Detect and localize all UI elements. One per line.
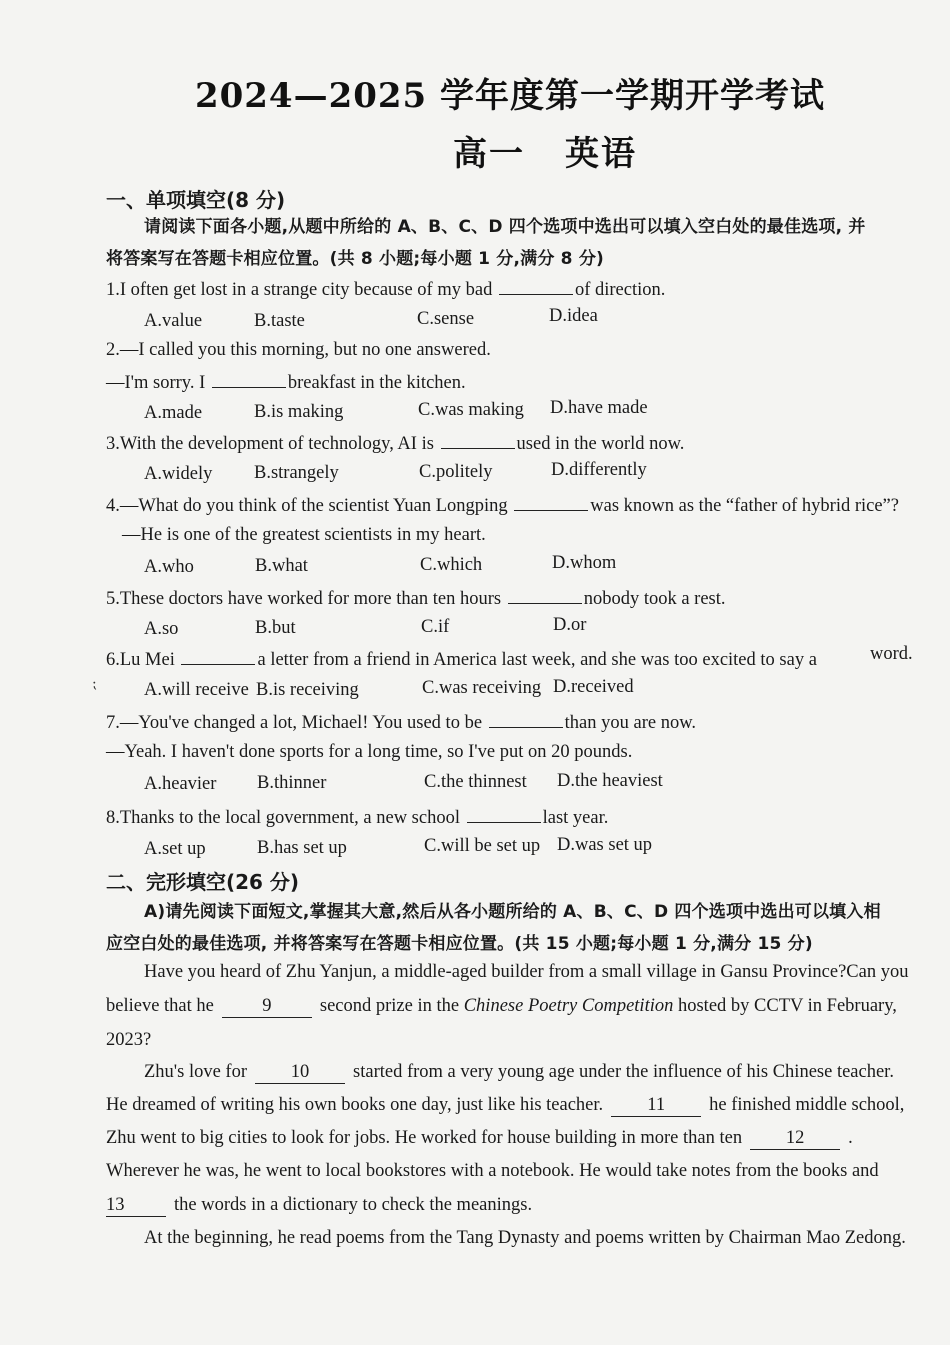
passage-line-4: Zhu's love for 10 started from a very young age under the influence of his Chinese teacher. (144, 1062, 894, 1082)
question-3: 3.With the development of technology, AI is used in the world now. (106, 434, 685, 454)
q3-option-d[interactable]: D.differently (551, 460, 647, 480)
q4-option-a[interactable]: A.who (144, 557, 194, 577)
question-1: 1.I often get lost in a strange city because of my bad of direction. (106, 280, 666, 300)
question-7: 7.—You've changed a lot, Michael! You used to be than you are now. (106, 713, 697, 733)
q6-option-a[interactable]: A.will receive (144, 680, 249, 700)
exam-title: 2024—2025 学年度第一学期开学考试 (194, 76, 826, 116)
q2-option-a[interactable]: A.made (144, 403, 203, 423)
q8-option-c[interactable]: C.will be set up (424, 836, 541, 856)
q4-option-b[interactable]: B.what (255, 556, 308, 576)
section2-instructions-1: A)请先阅读下面短文,掌握其大意,然后从各小题所给的 A、B、C、D 四个选项中选出可以填入相 (144, 902, 881, 922)
answer-blank[interactable] (212, 371, 286, 388)
cloze-blank-11[interactable]: 11 (611, 1095, 701, 1117)
grade-label: 高一 (453, 134, 525, 174)
passage-line-7: Wherever he was, he went to local bookstores with a notebook. He would take notes from the books and (106, 1161, 879, 1181)
question-2: —I'm sorry. I breakfast in the kitchen. (106, 373, 466, 393)
subject-label: 英语 (565, 134, 637, 174)
q2-option-c[interactable]: C.was making (418, 400, 524, 420)
passage-line-6: Zhu went to big cities to look for jobs. He worked for house building in more than ten 12 . (106, 1128, 853, 1148)
q1-option-b[interactable]: B.taste (254, 311, 305, 331)
answer-blank[interactable] (441, 432, 515, 449)
q7-option-c[interactable]: C.the thinnest (424, 772, 527, 792)
question-2-line1: 2.—I called you this morning, but no one answered. (106, 340, 491, 360)
question-4: 4.—What do you think of the scientist Yuan Longping was known as the “father of hybrid rice”? (106, 496, 899, 516)
answer-blank[interactable] (467, 806, 541, 823)
cloze-blank-12[interactable]: 12 (750, 1128, 840, 1150)
question-7-line2: —Yeah. I haven't done sports for a long time, so I've put on 20 pounds. (106, 742, 633, 762)
q3-option-c[interactable]: C.politely (419, 462, 493, 482)
answer-blank[interactable] (514, 494, 588, 511)
q5-option-d[interactable]: D.or (553, 615, 587, 635)
q8-option-a[interactable]: A.set up (144, 839, 206, 859)
competition-name: Chinese Poetry Competition (463, 996, 674, 1016)
answer-blank[interactable] (489, 711, 563, 728)
passage-line-3: 2023? (106, 1030, 152, 1050)
q6-option-c[interactable]: C.was receiving (422, 678, 542, 698)
q1-option-a[interactable]: A.value (144, 311, 203, 331)
margin-mark: ⁏ (92, 677, 97, 692)
passage-line-1: Have you heard of Zhu Yanjun, a middle-aged builder from a small village in Gansu Province?Can you (144, 962, 909, 982)
q5-option-a[interactable]: A.so (144, 619, 179, 639)
q6-option-d[interactable]: D.received (553, 677, 634, 697)
section1-instructions-2: 将答案写在答题卡相应位置。(共 8 小题;每小题 1 分,满分 8 分) (106, 249, 604, 269)
passage-line-5: He dreamed of writing his own books one day, just like his teacher. 11 he finished middle school, (106, 1095, 905, 1115)
q1-option-d[interactable]: D.idea (549, 306, 598, 326)
section2-heading: 二、完形填空(26 分) (106, 870, 300, 894)
answer-blank[interactable] (181, 648, 255, 665)
q3-option-b[interactable]: B.strangely (254, 463, 339, 483)
q1-option-c[interactable]: C.sense (417, 309, 475, 329)
passage-line-9: At the beginning, he read poems from the Tang Dynasty and poems written by Chairman Mao Zedong. (144, 1228, 906, 1248)
q2-option-d[interactable]: D.have made (550, 398, 648, 418)
passage-line-8: 13 the words in a dictionary to check the meanings. (106, 1195, 533, 1215)
question-5: 5.These doctors have worked for more than ten hours nobody took a rest. (106, 589, 726, 609)
q3-option-a[interactable]: A.widely (144, 464, 213, 484)
q6-option-b[interactable]: B.is receiving (256, 680, 359, 700)
q7-option-d[interactable]: D.the heaviest (557, 771, 663, 791)
q7-option-b[interactable]: B.thinner (257, 773, 327, 793)
cloze-blank-13[interactable]: 13 (106, 1195, 166, 1217)
question-6-end: word. (870, 644, 913, 664)
cloze-blank-10[interactable]: 10 (255, 1062, 345, 1084)
section1-instructions-1: 请阅读下面各小题,从题中所给的 A、B、C、D 四个选项中选出可以填入空白处的最佳选项, 并 (144, 217, 866, 237)
section1-heading: 一、单项填空(8 分) (106, 188, 286, 212)
passage-line-2: believe that he 9 second prize in the Chinese Poetry Competition hosted by CCTV in February, (106, 996, 897, 1016)
question-6: 6.Lu Mei a letter from a friend in America last week, and she was too excited to say a (106, 650, 817, 670)
q4-option-c[interactable]: C.which (420, 555, 483, 575)
q7-option-a[interactable]: A.heavier (144, 774, 217, 794)
q4-option-d[interactable]: D.whom (552, 553, 617, 573)
q8-option-d[interactable]: D.was set up (557, 835, 653, 855)
q2-option-b[interactable]: B.is making (254, 402, 344, 422)
cloze-blank-9[interactable]: 9 (222, 996, 312, 1018)
answer-blank[interactable] (508, 587, 582, 604)
section2-instructions-2: 应空白处的最佳选项, 并将答案写在答题卡相应位置。(共 15 小题;每小题 1 分,满分 15 分) (106, 934, 813, 954)
q5-option-b[interactable]: B.but (255, 618, 296, 638)
question-8: 8.Thanks to the local government, a new school last year. (106, 808, 609, 828)
q5-option-c[interactable]: C.if (421, 617, 450, 637)
grade-subject (0, 126, 950, 175)
answer-blank[interactable] (499, 278, 573, 295)
q8-option-b[interactable]: B.has set up (257, 838, 347, 858)
question-4-line2: —He is one of the greatest scientists in my heart. (122, 525, 486, 545)
